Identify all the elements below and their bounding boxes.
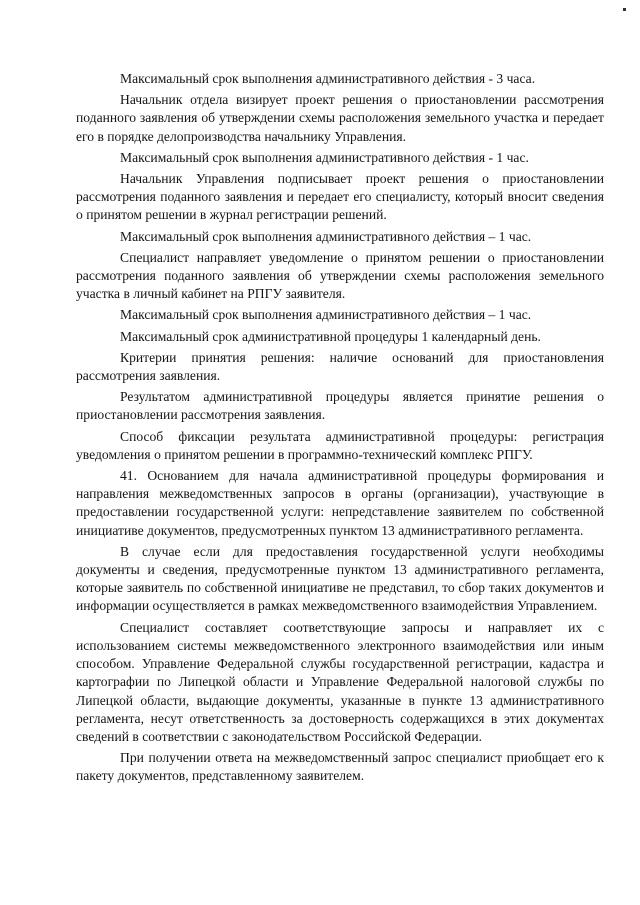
paragraph-director-signs: Начальник Управления подписывает проект решения о приостановлении рассмотрения поданного заявления и передает его специалисту, который вносит сведения о принятом решении в журнал регистрации решений. xyxy=(76,171,604,223)
paragraph-max-term-1h-c: Максимальный срок выполнения административного действия – 1 час. xyxy=(120,307,532,323)
paragraph-result-recording: Способ фиксации результата административной процедуры: регистрация уведомления о принятом решении в программно-технический комплекс РПГУ. xyxy=(76,428,604,462)
paragraph-decision-criteria: Критерии принятия решения: наличие оснований для приостановления рассмотрения заявления. xyxy=(76,349,604,384)
paragraph-interagency-case: В случае если для предоставления государственной услуги необходимы документы и сведения, предусмотренные пунктом 13 административного регламента, которые заявитель по собственной инициативе не представил, то сбор таких документов и информации осуществляется в рамках межведомственного взаимодействия Управлением. xyxy=(76,543,604,614)
paragraph-specialist-notifies: Специалист направляет уведомление о принятом решении о приостановлении рассмотрения поданного заявления об утверждении схемы расположения земельного участка в личный кабинет на РПГУ заявителя. xyxy=(76,249,604,302)
paragraph-procedure-term: Максимальный срок административной процедуры 1 календарный день. xyxy=(120,328,541,344)
paragraph-department-head-endorses: Начальник отдела визирует проект решения о приостановлении рассмотрения поданного заявления об утверждении схемы расположения земельного участка и передает его в порядке делопроизводства начальнику Управления. xyxy=(76,92,604,144)
paragraph-max-term-3h: Максимальный срок выполнения административного действия - 3 часа. xyxy=(120,71,536,86)
paragraph-clause-41: 41. Основанием для начала административной процедуры формирования и направления межведомственных запросов в органы (организации), участвующие в предоставлении государственной услуги: непредставление заявителем по собственной инициативе документов, предусмотренных пунктом 13 административного регламента. xyxy=(76,468,604,538)
paragraph-specialist-requests: Специалист составляет соответствующие запросы и направляет их с использованием системы межведомственного электронного взаимодействия или иным способом. Управление Федеральной службы государственной регистрации, кадастра и картографии по Липецкой области и Управление Федеральной налоговой службы по Липецкой области, выдающие документы, указанные в пункте 13 административного регламента, несут ответственность за достоверность содержащихся в этих документах сведений в соответствии с законодательством Российской Федерации. xyxy=(76,619,604,744)
paragraph-max-term-1h-b: Максимальный срок выполнения административного действия – 1 час. xyxy=(120,228,532,244)
scan-speck xyxy=(623,8,626,11)
paragraph-procedure-result: Результатом административной процедуры является принятие решения о приостановлении рассмотрения заявления. xyxy=(76,389,604,423)
paragraph-max-term-1h-a: Максимальный срок выполнения административного действия - 1 час. xyxy=(120,149,529,165)
document-body xyxy=(76,70,604,789)
paragraph-response-attached: При получении ответа на межведомственный запрос специалист приобщает его к пакету документов, представленному заявителем. xyxy=(76,750,604,784)
